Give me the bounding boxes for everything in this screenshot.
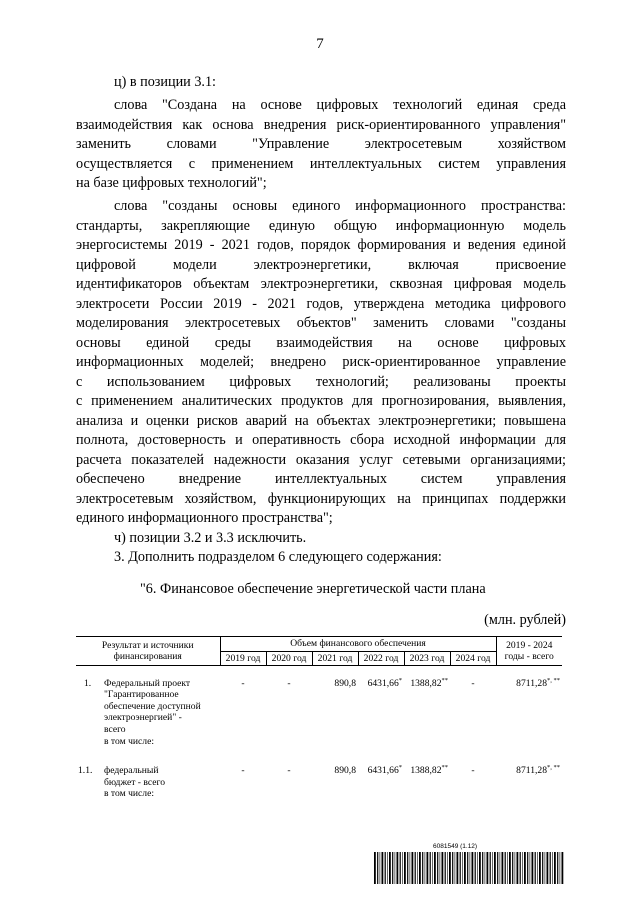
cell-2019: - bbox=[241, 677, 245, 689]
cell-2022 bbox=[358, 678, 404, 748]
cell-value: 1388,82 bbox=[410, 765, 442, 777]
barcode-bar bbox=[539, 852, 541, 884]
barcode-bar bbox=[520, 852, 521, 884]
barcode-bar bbox=[410, 852, 411, 884]
text-line: моделирования электросетевых объектов" заменить словами "созданы bbox=[76, 315, 566, 331]
cell-2024: - bbox=[471, 677, 475, 689]
cell-2020: - bbox=[287, 677, 291, 689]
barcode-bar bbox=[415, 852, 416, 884]
barcode-bar bbox=[395, 852, 396, 884]
text-line: осуществляется с применением интеллектуальных систем управления bbox=[76, 156, 566, 172]
text-line: с использованием цифровых технологий; реализованы проекты bbox=[76, 374, 566, 390]
barcode-bar bbox=[505, 852, 506, 884]
section-title: "6. Финансовое обеспечение энергетической части плана bbox=[140, 581, 486, 597]
text-line: полнота, достоверность и оперативность сбора исходной информации для bbox=[76, 432, 566, 448]
barcode-bar bbox=[532, 852, 534, 884]
barcode-bar bbox=[455, 852, 456, 884]
barcode-bar bbox=[430, 852, 431, 884]
barcode-bar bbox=[537, 852, 538, 884]
barcode-bar bbox=[524, 852, 526, 884]
cell-2022 bbox=[358, 765, 404, 800]
cell-2021: 890,8 bbox=[334, 677, 356, 689]
cell-2021: 890,8 bbox=[334, 765, 356, 777]
barcode-bar bbox=[434, 852, 436, 884]
barcode-bar bbox=[392, 852, 393, 884]
paragraph-item-ch: ч) позиции 3.2 и 3.3 исключить. bbox=[114, 530, 307, 546]
barcode-bar bbox=[477, 852, 478, 884]
text-line: анализа и оценки рисков аварий на объектах электроэнергетики; повышена bbox=[76, 413, 566, 429]
barcode-bar bbox=[502, 852, 504, 884]
cell-2023 bbox=[404, 678, 450, 748]
table-row bbox=[76, 678, 562, 748]
barcode-bar bbox=[547, 852, 549, 884]
barcode-bar bbox=[419, 852, 421, 884]
row-name-line: в том числе: bbox=[104, 788, 155, 800]
text-line: обеспечено внедрение интеллектуальных систем управления bbox=[76, 471, 566, 487]
barcode-bar bbox=[554, 852, 556, 884]
row-name-line: всего bbox=[104, 724, 126, 736]
barcode-bar bbox=[400, 852, 401, 884]
footnote-mark: *, ** bbox=[547, 676, 560, 684]
text-line: идентификаторов объектам электроэнергетики, сквозная цифровая модель bbox=[76, 276, 566, 292]
header-volume: Объем финансового обеспечения bbox=[220, 637, 496, 652]
barcode-bar bbox=[522, 852, 523, 884]
row-name-line: электроэнергией" - bbox=[104, 712, 182, 724]
barcode-bar bbox=[557, 852, 558, 884]
row-name-line: Федеральный проект bbox=[104, 677, 191, 689]
barcode-bar bbox=[432, 852, 433, 884]
cell-value: 6431,66 bbox=[367, 677, 399, 689]
footnote-mark: *, ** bbox=[547, 764, 560, 772]
cell-value: 8711,28 bbox=[516, 677, 547, 689]
barcode-bar bbox=[535, 852, 536, 884]
document-stamp: 6081549 (1.12) bbox=[433, 843, 478, 850]
barcode-bar bbox=[407, 852, 408, 884]
text-line: с применением аналитических продуктов для прогнозирования, выявления, bbox=[76, 393, 566, 409]
text-line: слова "Создана на основе цифровых технологий единая среда bbox=[114, 97, 566, 113]
text-line: энергосистемы 2019 - 2021 годов, порядок формирования и ведения единой bbox=[76, 237, 566, 253]
barcode-bar bbox=[397, 852, 399, 884]
barcode-bar bbox=[389, 852, 391, 884]
barcode-bar bbox=[462, 852, 463, 884]
barcode-bar bbox=[422, 852, 423, 884]
cell-value: 8711,28 bbox=[516, 765, 547, 777]
footnote-mark: ** bbox=[441, 676, 448, 684]
row-name-line: федеральный bbox=[104, 765, 159, 777]
barcode-bar bbox=[552, 852, 553, 884]
page-number: 7 bbox=[316, 36, 324, 52]
barcode-icon bbox=[374, 852, 564, 884]
barcode-bar bbox=[492, 852, 493, 884]
barcode-bar bbox=[475, 852, 476, 884]
header-year: 2022 год bbox=[358, 651, 404, 666]
financing-table bbox=[76, 636, 562, 800]
cell-2019: - bbox=[241, 765, 245, 777]
barcode-bar bbox=[500, 852, 501, 884]
barcode-bar bbox=[542, 852, 543, 884]
barcode-bar bbox=[482, 852, 483, 884]
row-name-line: бюджет - всего bbox=[104, 776, 165, 788]
barcode-bar bbox=[447, 852, 448, 884]
barcode-bar bbox=[440, 852, 441, 884]
barcode-bar bbox=[445, 852, 446, 884]
barcode-bar bbox=[487, 852, 489, 884]
text-line: на базе цифровых технологий"; bbox=[76, 175, 267, 191]
row-number: 1.1. bbox=[78, 765, 93, 777]
table-row bbox=[76, 765, 562, 800]
paragraph-amend-3: 3. Дополнить подразделом 6 следующего содержания: bbox=[114, 549, 442, 565]
text-line: заменить словами "Управление электросетевым хозяйством bbox=[76, 136, 566, 152]
header-year: 2019 год bbox=[220, 651, 266, 666]
barcode-bar bbox=[494, 852, 496, 884]
cell-total bbox=[496, 678, 562, 748]
row-name-line: в том числе: bbox=[104, 735, 155, 747]
barcode-bar bbox=[472, 852, 474, 884]
barcode-bar bbox=[387, 852, 388, 884]
row-name bbox=[102, 765, 220, 800]
barcode-bar bbox=[380, 852, 381, 884]
barcode-bar bbox=[460, 852, 461, 884]
unit-label: (млн. рублей) bbox=[484, 612, 566, 628]
paragraph-item-c: ц) в позиции 3.1: bbox=[114, 74, 216, 90]
barcode-bar bbox=[485, 852, 486, 884]
barcode-bar bbox=[527, 852, 528, 884]
text-line: цифровой модели электроэнергетики, включая присвоение bbox=[76, 257, 566, 273]
cell-2024: - bbox=[471, 765, 475, 777]
text-line: электросети России 2019 - 2021 годов, утверждена методика цифрового bbox=[76, 296, 566, 312]
text-line: взаимодействия как основа внедрения риск-ориентированного управления" bbox=[76, 117, 566, 133]
barcode-bar bbox=[509, 852, 511, 884]
cell-value: 6431,66 bbox=[367, 765, 399, 777]
header-year: 2023 год bbox=[404, 651, 450, 666]
footnote-mark: ** bbox=[441, 764, 448, 772]
barcode-bar bbox=[490, 852, 491, 884]
text-line: расчета показателей надежности оказания услуг сетевыми организациями; bbox=[76, 452, 566, 468]
barcode-bar bbox=[550, 852, 551, 884]
barcode-bar bbox=[562, 852, 564, 884]
barcode-bar bbox=[417, 852, 418, 884]
barcode-bar bbox=[470, 852, 471, 884]
barcode-bar bbox=[507, 852, 508, 884]
barcode-bar bbox=[545, 852, 546, 884]
barcode-bar bbox=[464, 852, 466, 884]
row-name-line: "Гарантированное bbox=[104, 689, 179, 701]
header-result: Результат и источники финансирования bbox=[76, 637, 220, 666]
text-line: слова "созданы основы единого информационного пространства: bbox=[114, 198, 566, 214]
text-line: единого информационного пространства"; bbox=[76, 510, 333, 526]
header-total: 2019 - 2024 годы - всего bbox=[496, 637, 562, 666]
footnote-mark: * bbox=[398, 764, 402, 772]
barcode-bar bbox=[377, 852, 378, 884]
barcode-bar bbox=[512, 852, 513, 884]
barcode-bar bbox=[517, 852, 519, 884]
footnote-mark: * bbox=[398, 676, 402, 684]
barcode-bar bbox=[402, 852, 403, 884]
cell-2023 bbox=[404, 765, 450, 800]
barcode-bar bbox=[452, 852, 453, 884]
barcode-bar bbox=[479, 852, 481, 884]
text-line: основы единой среды взаимодействия на основе цифровых bbox=[76, 335, 566, 351]
barcode-bar bbox=[467, 852, 468, 884]
header-year: 2021 год bbox=[312, 651, 358, 666]
barcode-bar bbox=[560, 852, 561, 884]
header-year: 2024 год bbox=[450, 651, 496, 666]
cell-total bbox=[496, 765, 562, 800]
text-line: стандарты, закрепляющие единую общую информационную модель bbox=[76, 218, 566, 234]
barcode-bar bbox=[425, 852, 426, 884]
barcode-bar bbox=[412, 852, 414, 884]
row-number: 1. bbox=[84, 677, 92, 689]
barcode-bar bbox=[427, 852, 429, 884]
cell-value: 1388,82 bbox=[410, 677, 442, 689]
barcode-bar bbox=[530, 852, 531, 884]
row-name-line: обеспечение доступной bbox=[104, 700, 201, 712]
barcode-bar bbox=[515, 852, 516, 884]
cell-2020: - bbox=[287, 765, 291, 777]
barcode-bar bbox=[385, 852, 386, 884]
text-line: электросетевым хозяйством, функционирующих на принципах поддержки bbox=[76, 491, 566, 507]
barcode-bar bbox=[497, 852, 498, 884]
barcode-bar bbox=[382, 852, 384, 884]
barcode-bar bbox=[437, 852, 438, 884]
barcode-bar bbox=[442, 852, 444, 884]
barcode-bar bbox=[457, 852, 459, 884]
row-name bbox=[102, 678, 220, 748]
barcode-bar bbox=[449, 852, 451, 884]
header-year: 2020 год bbox=[266, 651, 312, 666]
barcode-bar bbox=[374, 852, 376, 884]
text-line: информационных моделей; внедрено риск-ориентированное управление bbox=[76, 354, 566, 370]
barcode-bar bbox=[404, 852, 406, 884]
